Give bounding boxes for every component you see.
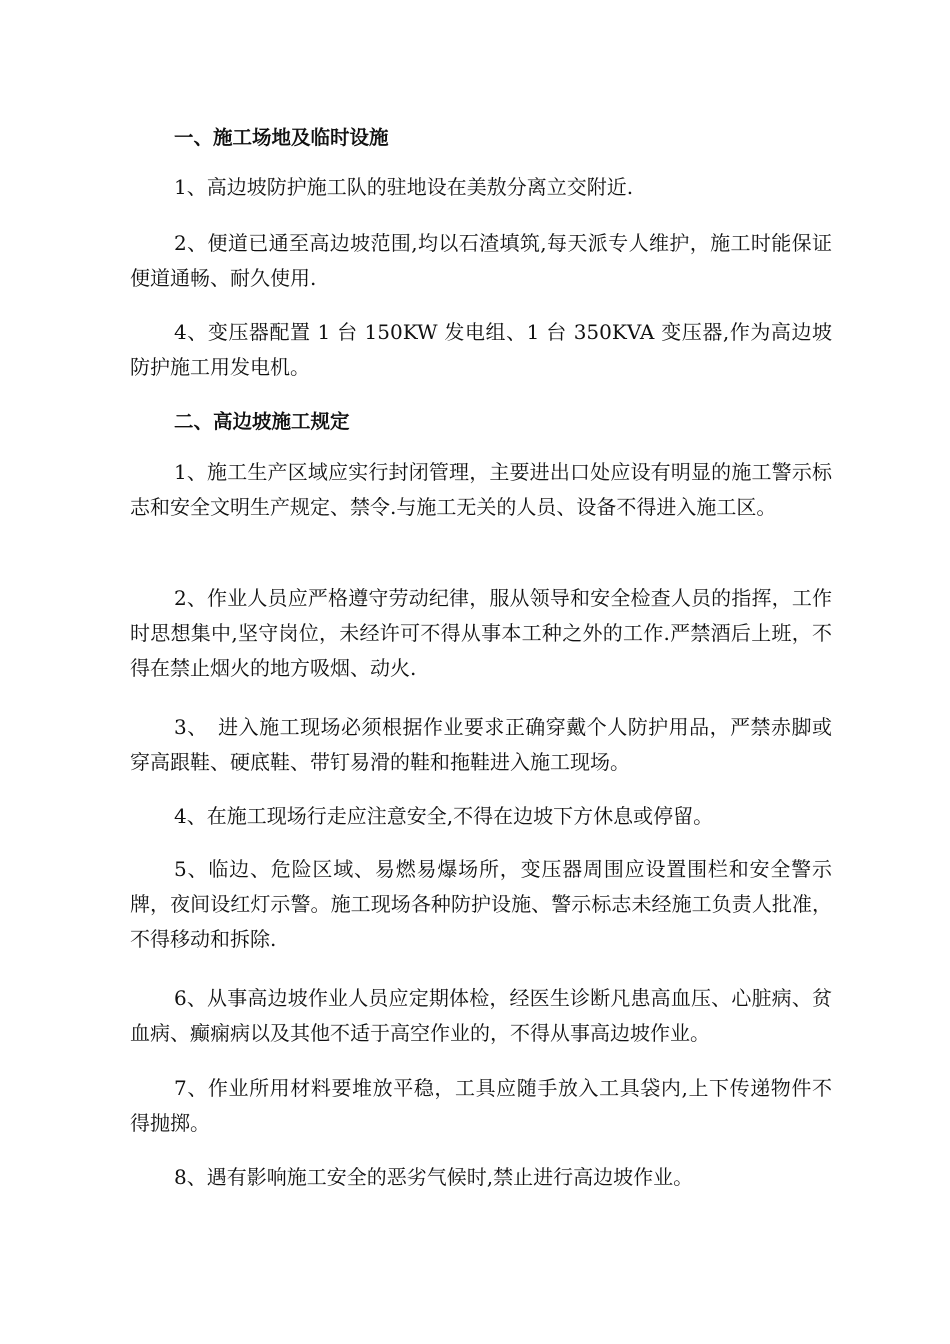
paragraph-2-2: 2、作业人员应严格遵守劳动纪律，服从领导和安全检查人员的指挥，工作时思想集中,坚守岗位，未经许可不得从事本工种之外的工作.严禁酒后上班，不得在禁止烟火的地方吸烟、动火.	[130, 586, 832, 680]
paragraph-2-6: 6、从事高边坡作业人员应定期体检，经医生诊断凡患高血压、心脏病、贫血病、癫痫病以及其他不适于高空作业的，不得从事高边坡作业。	[130, 986, 832, 1045]
paragraph-1-2: 2、便道已通至高边坡范围,均以石渣填筑,每天派专人维护，施工时能保证便道通畅、耐久使用.	[130, 231, 832, 290]
section-heading-site-facilities: 一、施工场地及临时设施	[174, 126, 389, 149]
paragraph-2-3: 3、 进入施工现场必须根据作业要求正确穿戴个人防护用品，严禁赤脚或穿高跟鞋、硬底鞋、带钉易滑的鞋和拖鞋进入施工现场。	[130, 715, 832, 774]
paragraph-2-8: 8、遇有影响施工安全的恶劣气候时,禁止进行高边坡作业。	[174, 1165, 694, 1189]
paragraph-2-7: 7、作业所用材料要堆放平稳，工具应随手放入工具袋内,上下传递物件不得抛掷。	[130, 1076, 832, 1135]
paragraph-1-4: 4、变压器配置 1 台 150KW 发电组、1 台 350KVA 变压器,作为高边坡防护施工用发电机。	[130, 320, 832, 379]
paragraph-2-4: 4、在施工现场行走应注意安全,不得在边坡下方休息或停留。	[174, 804, 714, 828]
paragraph-2-5: 5、临边、危险区域、易燃易爆场所，变压器周围应设置围栏和安全警示牌，夜间设红灯示警。施工现场各种防护设施、警示标志未经施工负责人批准，不得移动和拆除.	[130, 857, 832, 951]
paragraph-2-1: 1、施工生产区域应实行封闭管理，主要进出口处应设有明显的施工警示标志和安全文明生产规定、禁令.与施工无关的人员、设备不得进入施工区。	[130, 460, 832, 519]
section-heading-slope-rules: 二、高边坡施工规定	[174, 410, 350, 433]
paragraph-1-1: 1、高边坡防护施工队的驻地设在美敖分离立交附近.	[174, 175, 634, 199]
